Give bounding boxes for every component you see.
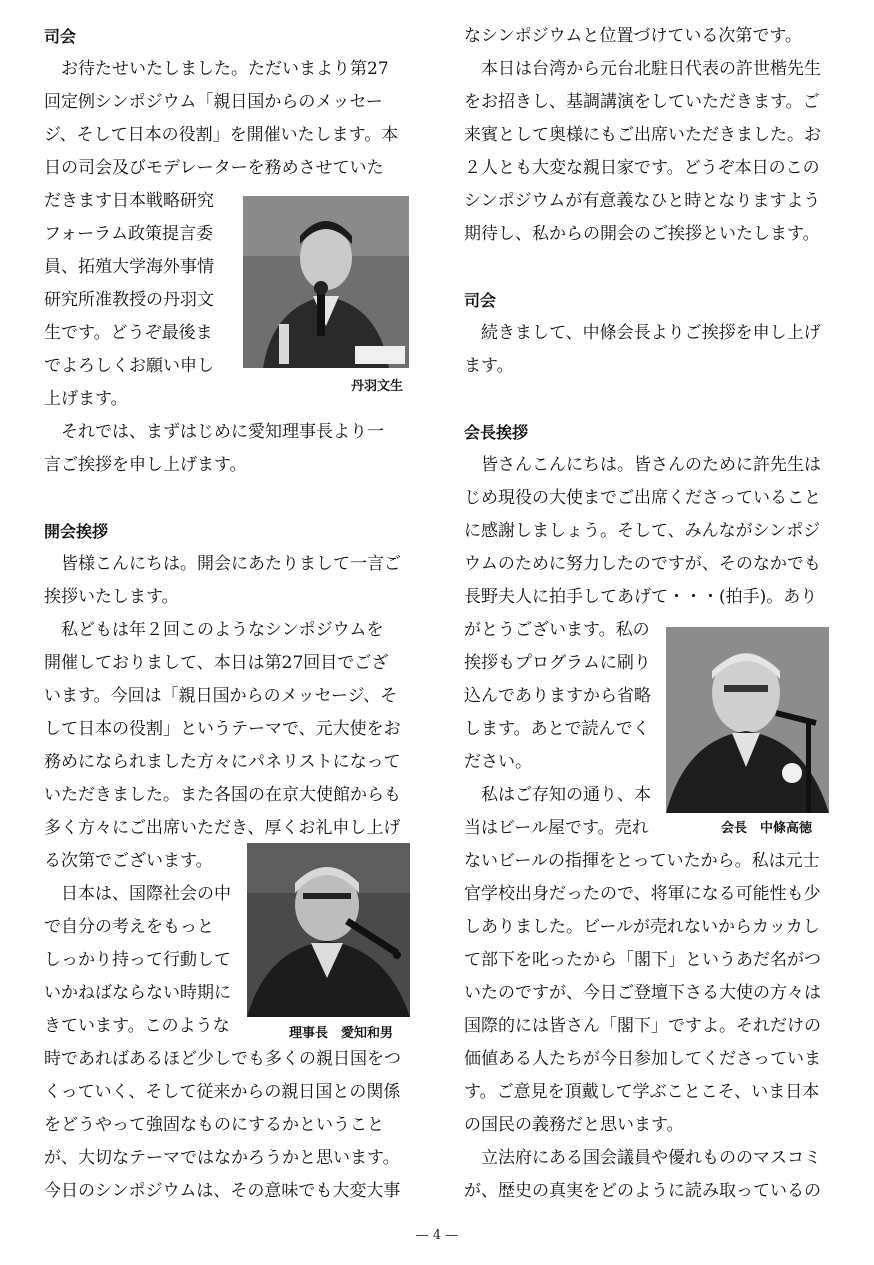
text-line: それでは、まずはじめに愛知理事長より一 xyxy=(44,422,384,442)
text-line: しっかり持って行動して xyxy=(44,950,231,970)
section-heading: 司会 xyxy=(464,291,497,310)
text-line: 日本は、国際社会の中 xyxy=(44,884,231,904)
text-line: 続きまして、中條会長よりご挨拶を申し上げ xyxy=(464,323,821,343)
paragraph-gap xyxy=(44,482,414,515)
text-line: いただきました。また各国の在京大使館からも xyxy=(44,785,401,805)
text-line: くっていく、そして従来からの親日国との関係 xyxy=(44,1082,401,1102)
text-line: 立法府にある国会議員や優れもののマスコミ xyxy=(464,1148,821,1168)
text-line: がとうございます。私の xyxy=(464,620,650,640)
text-line: 長野夫人に拍手してあげて・・・(拍手)。あり xyxy=(464,587,818,607)
text-line: フォーラム政策提言委 xyxy=(44,224,213,244)
text-line: 私どもは年２回このようなシンポジウムを xyxy=(44,620,384,640)
text-line: 来賓として奥様にもご出席いただきました。お xyxy=(464,125,821,145)
text-line: します。あとで読んでく xyxy=(464,719,650,739)
text-line: 日の司会及びモデレーターを務めさせていた xyxy=(44,158,384,178)
text-line: して日本の役割」というテーマで、元大使をお xyxy=(44,719,401,739)
text-line: 皆さんこんにちは。皆さんのために許先生は xyxy=(464,455,821,475)
text-line: ないビールの指揮をとっていたから。私は元士 xyxy=(464,851,820,871)
text-line: 国際的には皆さん「閣下」ですよ。それだけの xyxy=(464,1016,821,1036)
text-line: でよろしくお願い申し xyxy=(44,356,214,376)
text-line: 当はビール屋です。売れ xyxy=(464,818,649,838)
text-line: だきます日本戦略研究 xyxy=(44,191,214,211)
photo-niwa-caption: 丹羽文生 xyxy=(351,379,404,394)
text-line: いたのですが、今日ご登壇下さる大使の方々は xyxy=(464,983,821,1003)
text-line: 挨拶もプログラムに刷り xyxy=(464,653,651,673)
section-heading: 司会 xyxy=(44,27,77,46)
text-line: が、大切なテーマではなかろうかと思います。 xyxy=(44,1148,400,1168)
text-line: 今日のシンポジウムは、その意味でも大変大事 xyxy=(44,1181,401,1201)
text-line: なシンポジウムと位置づけている次第です。 xyxy=(464,26,803,46)
right-column xyxy=(464,20,834,1208)
text-line: ２人とも大変な親日家です。どうぞ本日のこの xyxy=(464,158,820,178)
text-line: の国民の義務だと思います。 xyxy=(464,1115,684,1135)
text-line: をお招きし、基調講演をしていただきます。ご xyxy=(464,92,820,112)
text-line: 期待し、私からの開会のご挨拶といたします。 xyxy=(464,224,820,244)
text-line: ウムのために努力したのですが、そのなかでも xyxy=(464,554,821,574)
text-line: いかねばならない時期に xyxy=(44,983,231,1003)
text-line: をどうやって強固なものにするかということ xyxy=(44,1115,384,1135)
text-line: が、歴史の真実をどのように読み取っているの xyxy=(464,1181,821,1201)
text-line: しありました。ビールが売れないからカッカし xyxy=(464,917,820,937)
photo-nakajo xyxy=(666,627,829,813)
text-line: お待たせいたしました。ただいまより第27 xyxy=(44,59,389,79)
text-line: 私はご存知の通り、本 xyxy=(464,785,651,805)
text-line: 皆様こんにちは。開会にあたりまして一言ご xyxy=(44,554,401,574)
text-line: きています。このような xyxy=(44,1016,230,1036)
text-line: ださい。 xyxy=(464,752,532,772)
text-line: で自分の考えをもっと xyxy=(44,917,214,937)
text-line: ます。 xyxy=(464,356,514,376)
text-line: 多く方々にご出席いただき、厚くお礼申し上げ xyxy=(44,818,401,838)
text-line: 員、拓殖大学海外事情 xyxy=(44,257,214,277)
text-line: 研究所准教授の丹羽文 xyxy=(44,290,214,310)
section-heading: 会長挨拶 xyxy=(464,423,529,442)
text-line: じめ現役の大使までご出席くださっていること xyxy=(464,488,821,508)
text-line: ジ、そして日本の役割」を開催いたします。本 xyxy=(44,125,399,145)
photo-aichi-caption: 理事長 愛知和男 xyxy=(289,1026,394,1041)
paragraph-gap xyxy=(464,383,834,416)
text-line: 挨拶いたします。 xyxy=(44,587,179,607)
text-line: す。ご意見を頂戴して学ぶことこそ、いま日本 xyxy=(464,1082,820,1102)
text-line: います。今回は「親日国からのメッセージ、そ xyxy=(44,686,398,706)
text-line: る次第でございます。 xyxy=(44,851,213,871)
text-line: 務めになられました方々にパネリストになって xyxy=(44,752,401,772)
text-line: 回定例シンポジウム「親日国からのメッセー xyxy=(44,92,383,112)
text-line: 上げます。 xyxy=(44,389,128,409)
page-number: — 4 — xyxy=(415,1228,459,1243)
text-line: 官学校出身だったので、将軍になる可能性も少 xyxy=(464,884,821,904)
text-line: に感謝しましょう。そして、みんながシンポジ xyxy=(464,521,821,541)
text-line: 開催しておりまして、本日は第27回目でござ xyxy=(44,653,389,673)
text-line: て部下を叱ったから「閣下」というあだ名がつ xyxy=(464,950,821,970)
text-line: 込んでありますから省略 xyxy=(464,686,651,706)
photo-aichi xyxy=(247,843,410,1017)
photo-niwa xyxy=(243,196,409,368)
text-line: 生です。どうぞ最後ま xyxy=(44,323,213,343)
text-line: 価値ある人たちが今日参加してくださっていま xyxy=(464,1049,821,1069)
text-line: 時であればあるほど少しでも多くの親日国をつ xyxy=(44,1049,401,1069)
text-line: シンポジウムが有意義なひと時となりますよう xyxy=(464,191,821,211)
section-heading: 開会挨拶 xyxy=(44,522,109,541)
paragraph-gap xyxy=(464,251,834,284)
photo-nakajo-caption: 会長 中條高徳 xyxy=(721,821,813,836)
text-line: 本日は台湾から元台北駐日代表の許世楷先生 xyxy=(464,59,821,79)
text-line: 言ご挨拶を申し上げます。 xyxy=(44,455,247,475)
